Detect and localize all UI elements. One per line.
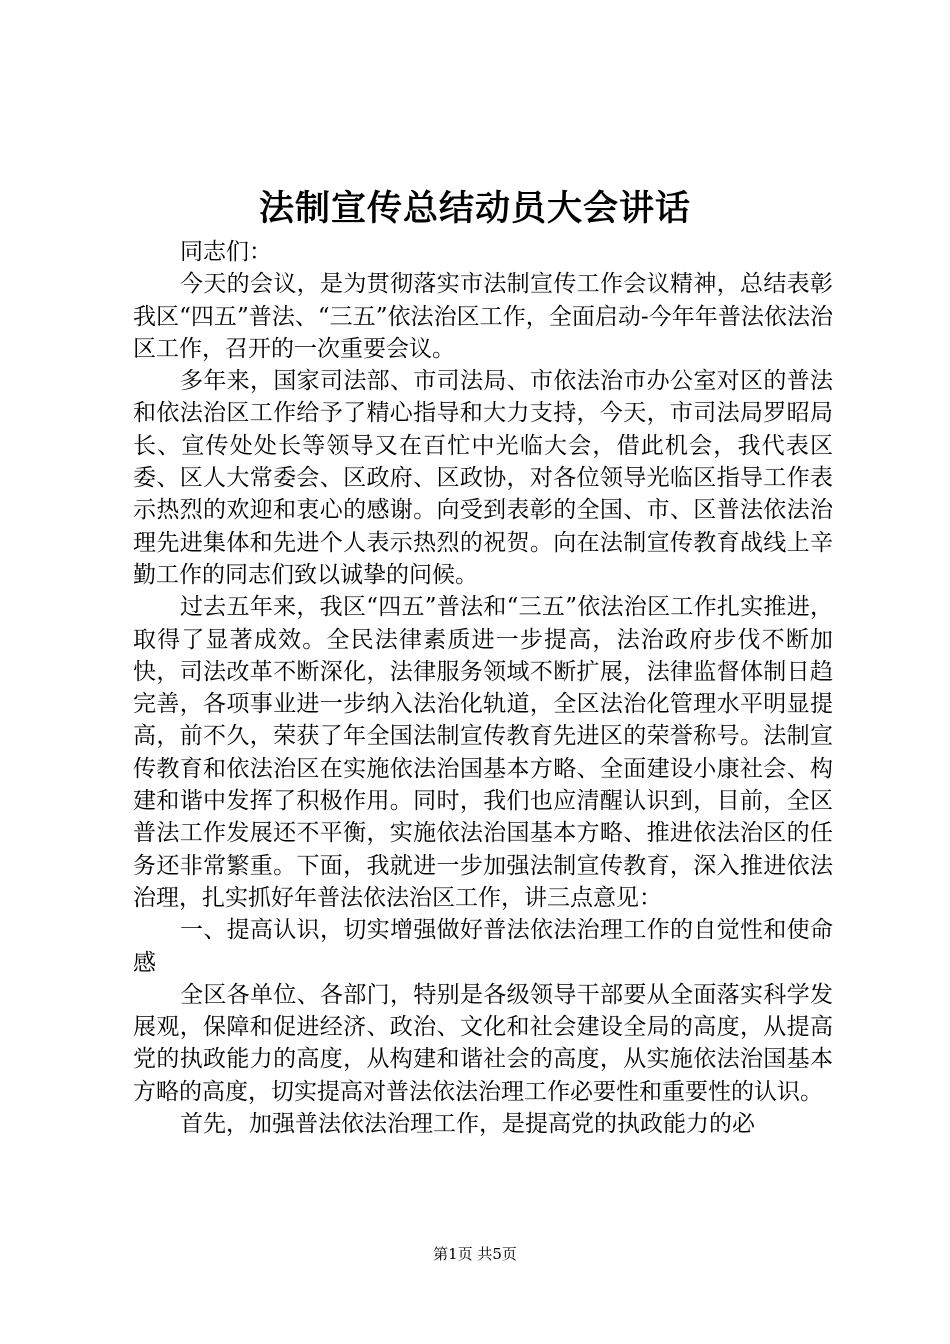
paragraph: 全区各单位、各部门，特别是各级领导干部要从全面落实科学发展观，保障和促进经济、政治、文化和社会建设全局的高度，从提高党的执政能力的高度，从构建和谐社会的高度，从实施依法治国基本方略的高度，切实提高对普法依法治理工作必要性和重要性的认识。	[133, 981, 833, 1105]
section-heading: 一、提高认识，切实增强做好普法依法治理工作的自觉性和使命感	[133, 917, 833, 976]
document-body	[133, 236, 833, 1140]
page-number-footer: 第1页 共5页	[433, 1245, 517, 1263]
paragraph: 首先，加强普法依法治理工作，是提高党的执政能力的必	[180, 1111, 755, 1138]
paragraph-salutation: 同志们：	[180, 239, 272, 265]
paragraph: 过去五年来，我区“四五”普法和“三五”依法治区工作扎实推进，取得了显著成效。全民法律素质进一步提高，法治政府步伐不断加快，司法改革不断深化，法律服务领域不断扩展，法律监督体制日趋完善，各项事业进一步纳入法治化轨道，全区法治化管理水平明显提高，前不久，荣获了年全国法制宣传教育先进区的荣誉称号。法制宣传教育和依法治区在实施依法治国基本方略、全面建设小康社会、构建和谐中发挥了积极作用。同时，我们也应清醒认识到，目前，全区普法工作发展还不平衡，实施依法治国基本方略、推进依法治区的任务还非常繁重。下面，我就进一步加强法制宣传教育，深入推进依法治理，扎实抓好年普法依法治区工作，讲三点意见：	[133, 594, 833, 911]
paragraph: 多年来，国家司法部、市司法局、市依法治市办公室对区的普法和依法治区工作给予了精心指导和大力支持，今天，市司法局罗昭局长、宣传处处长等领导又在百忙中光临大会，借此机会，我代表区委、区人大常委会、区政府、区政协，对各位领导光临区指导工作表示热烈的欢迎和衷心的感谢。向受到表彰的全国、市、区普法依法治理先进集体和先进个人表示热烈的祝贺。向在法制宣传教育战线上辛勤工作的同志们致以诚挚的问候。	[133, 368, 833, 588]
paragraph: 今天的会议，是为贯彻落实市法制宣传工作会议精神，总结表彰我区“四五”普法、“三五”依法治区工作，全面启动-今年年普法依法治区工作，召开的一次重要会议。	[133, 271, 833, 362]
page-title: 法制宣传总结动员大会讲话	[258, 188, 691, 229]
